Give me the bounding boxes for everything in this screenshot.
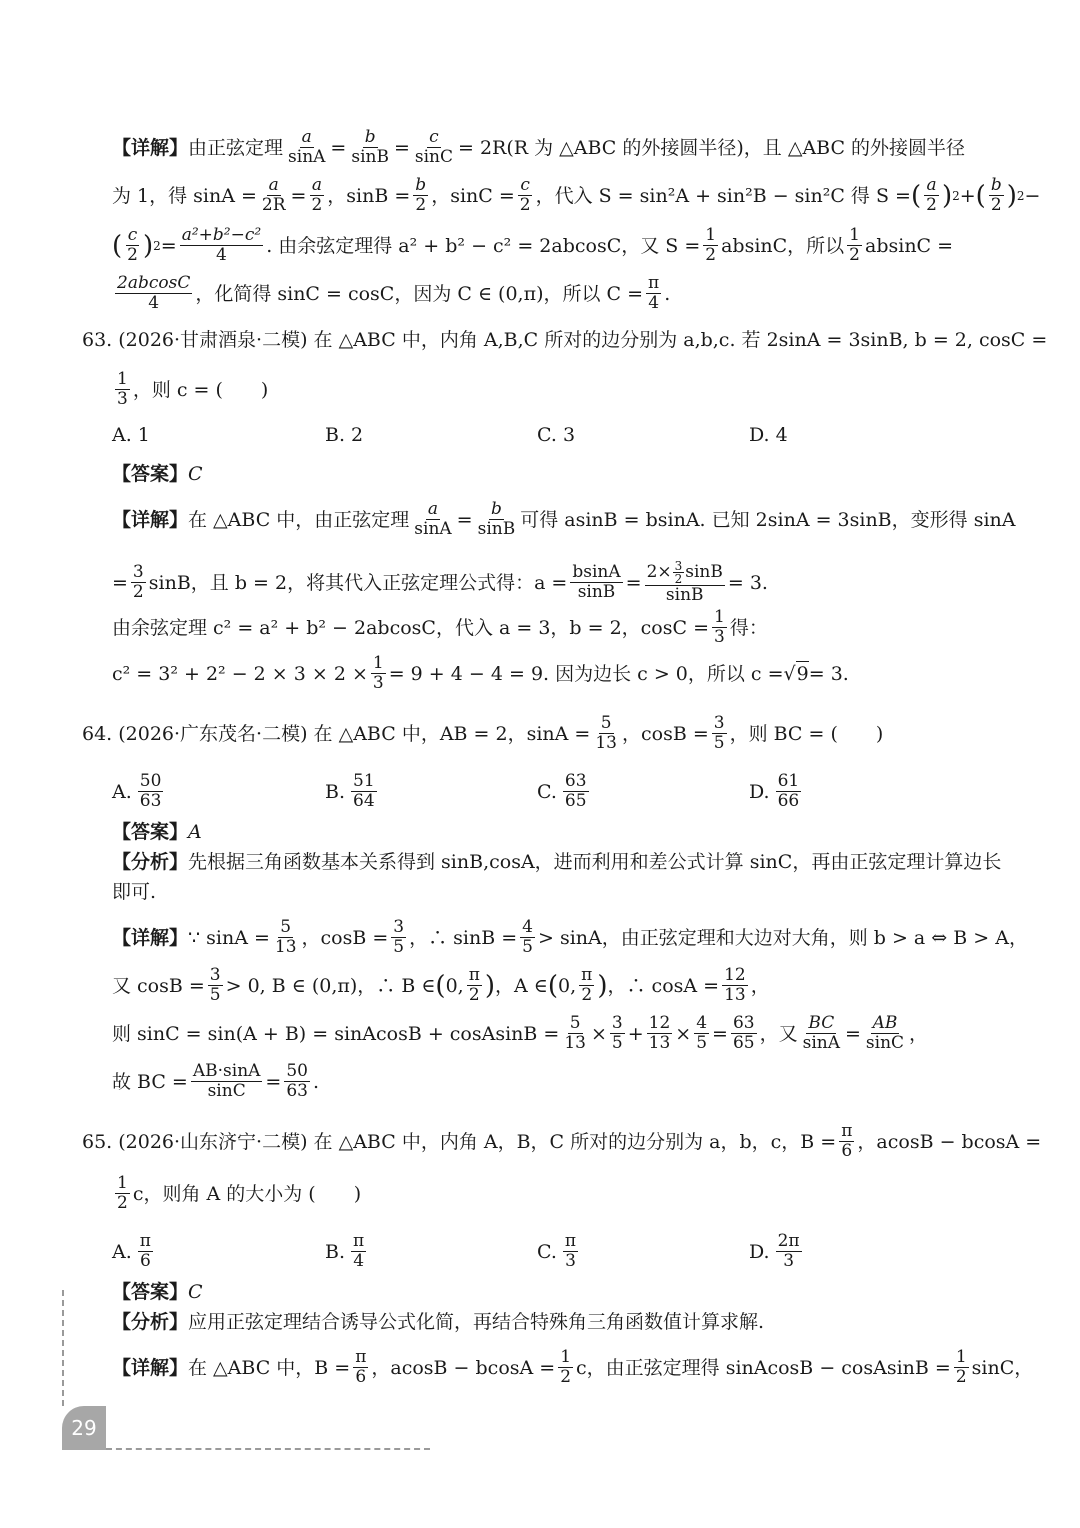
q65-option-a: A. π 6 [112,1231,151,1271]
fraction: $\frac{b}{2}$ [415,175,427,215]
q64-detail-line2: 又 cosB = $\frac{3}{5}$ > 0, B ∈ (0,π)，∴ B ∈ ( 0, π 2 ) ，A ∈ ( 0, π 2 ) ，∴ cosA = $\frac{12}{13}$ ， [112,965,770,1005]
q65-option-b: B. π 4 [325,1231,365,1271]
q64-option-d: D. 61 66 [749,771,800,811]
fraction: $\frac{b}{\sin B}$ [351,127,389,167]
fraction: c 2 [127,225,138,265]
q64-option-a: A. 50 63 [112,771,162,811]
fraction: 2× $\frac{3}{2}$ sinB sinB [646,559,723,605]
p62-detail-line4: 2abcosC 4 ，化简得 sinC = cosC，因为 C ∈ (0,π)，所以 C = $\frac{\pi}{4}$ . [117,273,671,313]
q65-stem-line1: 65. (2026·山东济宁·二模) 在 △ABC 中，内角 A，B，C 所对的边分别为 a，b，c，B = $\frac{\pi}{6}$ ，acosB − bcosA = [82,1121,1042,1161]
q63-stem-line1: 63. (2026·甘肃酒泉·二模) 在 △ABC 中，内角 A,B,C 所对的边分别为 a,b,c. 若 2sinA = 3sinB, b = 2, cosC = [82,329,1048,351]
fraction: 1 2 [849,225,860,265]
fraction: $\frac{1}{2}$ [705,225,717,265]
q65-stem-line2: 1 2 c，则角 A 的大小为 ( ) [117,1173,362,1213]
fraction: $\frac{\pi}{4}$ [648,273,660,313]
q63-detail-line4: c² = 3² + 2² − 2 × 3 × 2 × $\frac{1}{3}$ = 9 + 4 − 4 = 9. 因为边长 c > 0，所以 c = √ 9 = 3. [112,653,849,693]
q63-option-a: A. 1 [112,424,150,446]
fraction: b 2 [990,175,1002,215]
q64-option-b: B. 51 64 [325,771,375,811]
fraction: 2abcosC 4 [117,273,191,313]
page-number: 29 [62,1406,106,1450]
fraction: $\frac{1}{3}$ [714,607,725,647]
q64-detail-line3: 则 sinC = sin(A + B) = sinAcosB + cosAsinB = $\frac{5}{13}$ × $\frac{3}{5}$ + $\frac{12}{13}$ × $\frac{4}{5}$ = $\frac{63}{65}$ ，又 $\frac{BC}{\sin A}$ = $\frac{AB}{\sin C}$ ， [112,1013,929,1053]
q64-detail-line1: 【详解】 ∵ sinA = $\frac{5}{13}$ ，cosB = $\frac{3}{5}$ ，∴ sinB = $\frac{4}{5}$ > sinA，由正弦定理和大边对大角，则 b > a ⇔ B > A， [112,917,1028,957]
p62-detail-line2: 为 1，得 sinA = $\frac{a}{2R}$ = $\frac{a}{2}$ ，sinB = $\frac{b}{2}$ ，sinC = $\frac{c}{2}$ ，代入 S = sin²A + sin²B − sin²C 得 S = ( a 2 ) 2 + ( b 2 ) 2 − [112,175,1041,215]
q65-option-c: C. π 3 [537,1231,577,1271]
q65-detail-line1: 【详解】 在 △ABC 中，B = $\frac{\pi}{6}$ ，acosB − bcosA = $\frac{1}{2}$ c，由正弦定理得 sinAcosB − cosAsinB = $\frac{1}{2}$ sinC， [112,1347,1034,1387]
fraction: $\frac{a}{2}$ [311,175,323,215]
q63-answer: 【答案】 C [112,463,203,485]
fraction: $\frac{3}{2}$ [132,562,144,602]
q63-stem-line2: 1 3 ，则 c = ( ) [117,369,269,409]
fraction: a 2 [926,175,937,215]
fraction: $\frac{bsinA}{\sin B}$ [572,562,621,602]
fraction: $\frac{1}{3}$ [372,653,384,693]
fraction: $\frac{b}{\sin B}$ [477,499,516,539]
q64-analysis-line1: 【分析】 先根据三角函数基本关系得到 sinB,cosA，进而利用和差公式计算 sinC，再由正弦定理计算边长 [112,851,1002,873]
q64-analysis-line2: 即可. [112,881,157,903]
q63-detail-line1: 【详解】 在 △ABC 中，由正弦定理 $\frac{a}{\sin A}$ = $\frac{b}{\sin B}$ 可得 asinB = bsinA. 已知 2sinA = 3sinB，变形得 sinA [112,499,1016,539]
fraction: 1 3 [117,369,128,409]
q64-detail-line4: 故 BC = $\frac{AB\cdot\sin A}{\sin C}$ = $\frac{50}{63}$ . [112,1061,320,1101]
detail-tag: 【详解】 [112,136,189,159]
p62-detail-line3: ( c 2 ) 2 = $\frac{\text{a²+b²−c²}}{4}$ . 由余弦定理得 a² + b² − c² = 2abcosC，又 S = $\frac{1}{2}$ absinC，所以 1 2 absinC = [112,225,954,265]
q64-stem: 64. (2026·广东茂名·二模) 在 △ABC 中，AB = 2，sinA = $\frac{5}{13}$ ，cosB = $\frac{3}{5}$ ，则 BC = ( ) [82,713,884,753]
q63-option-b: B. 2 [325,424,364,446]
fraction: $\frac{\text{a²+b²−c²}}{4}$ [181,225,262,265]
fraction: $\frac{5}{13}$ [595,713,617,753]
q63-option-d: D. 4 [749,424,788,446]
footer-dash-horizontal [106,1448,430,1450]
q63-detail-line2: = $\frac{3}{2}$ sinB，且 b = 2，将其代入正弦定理公式得：a = $\frac{bsinA}{\sin B}$ = 2× $\frac{3}{2}$ sinB sinB = 3. [112,559,768,605]
q65-analysis: 【分析】 应用正弦定理结合诱导公式化简，再结合特殊角三角函数值计算求解. [112,1311,765,1333]
q64-answer: 【答案】 A [112,821,202,843]
footer-dash-vertical [62,1290,64,1406]
fraction: $\frac{3}{5}$ [713,713,725,753]
fraction: $\frac{c}{\sin C}$ [414,127,453,167]
q63-detail-line3: 由余弦定理 c² = a² + b² − 2abcosC，代入 a = 3，b = 2，cosC = $\frac{1}{3}$ 得： [112,607,768,647]
fraction: $\frac{a}{2R}$ [261,175,286,215]
fraction: $\frac{c}{2}$ [519,175,531,215]
fraction: $\frac{a}{\sin A}$ [288,127,326,167]
fraction: $\frac{a}{\sin A}$ [414,499,452,539]
q64-option-c: C. 63 65 [537,771,587,811]
p62-detail-line1: 【详解】 由正弦定理 $\frac{a}{\sin A}$ = $\frac{b}{\sin B}$ = $\frac{c}{\sin C}$ = 2R(R 为 △ABC 的外接圆半径)，且 △ABC 的外接圆半径 [112,127,966,167]
q63-option-c: C. 3 [537,424,576,446]
q65-option-d: D. 2π 3 [749,1231,800,1271]
q65-answer: 【答案】 C [112,1281,203,1303]
